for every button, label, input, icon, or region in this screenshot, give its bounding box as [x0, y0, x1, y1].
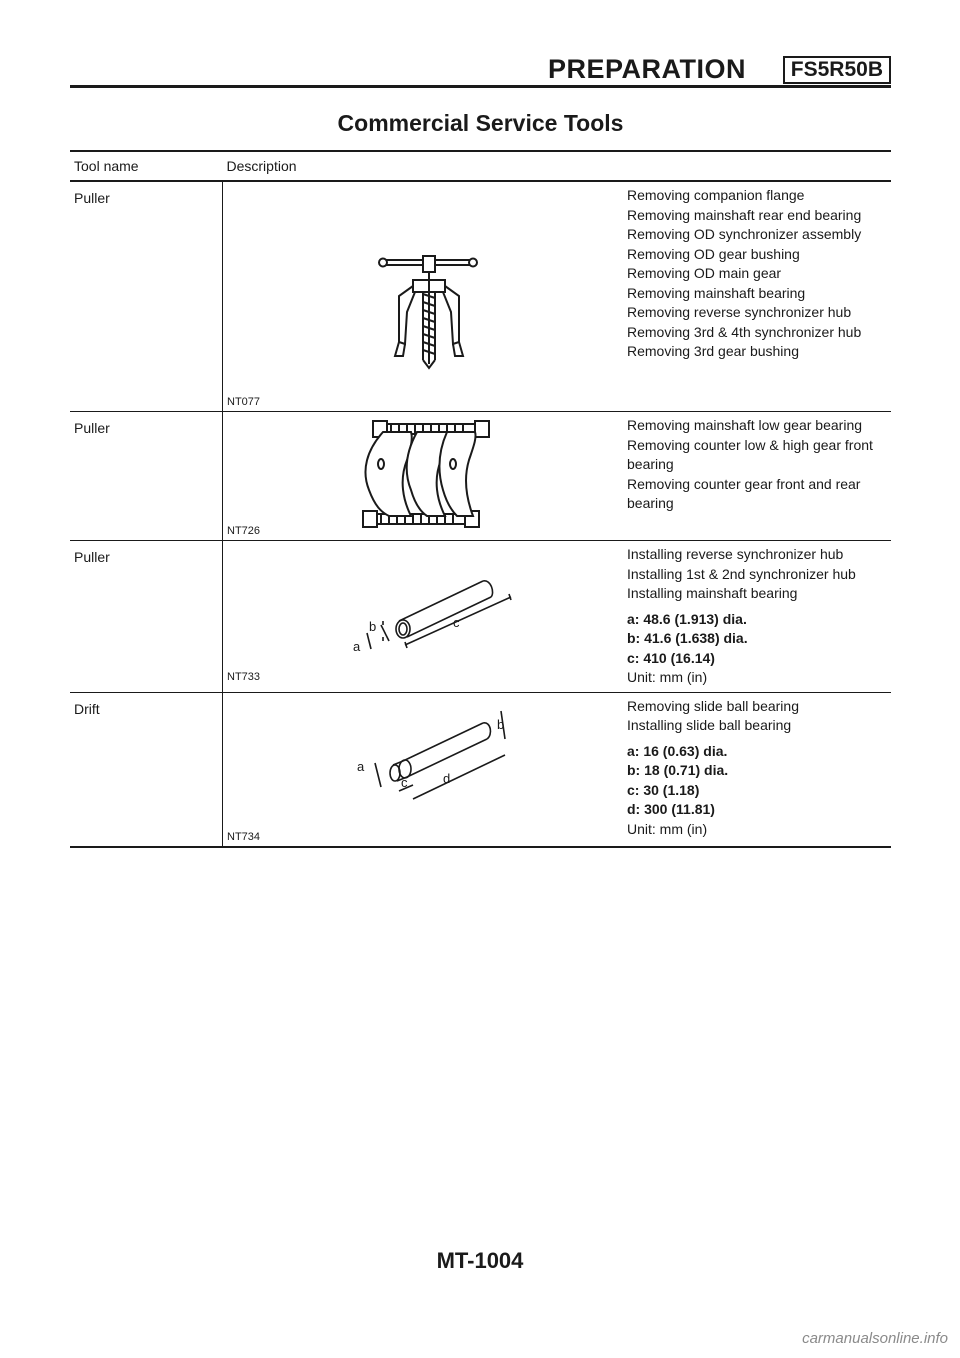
table-row — [70, 692, 891, 847]
image-code: NT733 — [227, 671, 261, 683]
description-cell — [617, 181, 891, 412]
tool-illustration — [223, 541, 617, 686]
dimension-label-b: b — [497, 716, 505, 732]
tool-illustration — [223, 182, 617, 411]
spec-line: c: 30 (1.18) — [627, 781, 700, 798]
page-number: MT-1004 — [436, 1248, 524, 1273]
tool-name: Puller — [74, 190, 110, 206]
column-header-tool-name: Tool name — [70, 151, 223, 181]
dimension-label-a: a — [357, 758, 365, 774]
bearing-splitter-icon — [341, 420, 521, 535]
dimension-label-d: d — [443, 770, 451, 786]
tool-name-cell — [70, 412, 223, 541]
tool-image-cell — [223, 181, 618, 412]
description-line: Removing OD synchronizer assembly — [627, 226, 862, 242]
description-cell — [617, 541, 891, 693]
tool-image-cell — [223, 541, 618, 693]
dimension-label-a: a — [353, 639, 361, 654]
tool-image-cell — [223, 412, 618, 541]
description-line: Removing OD gear bushing — [627, 245, 800, 262]
table-row — [70, 541, 891, 693]
description-line: Removing 3rd & 4th synchronizer hub — [627, 323, 862, 340]
tool-name-cell — [70, 692, 223, 847]
unit-line: Unit: mm (in) — [627, 669, 708, 685]
column-header-description: Description — [223, 151, 892, 181]
spec-line: d: 300 (11.81) — [627, 801, 715, 817]
tool-illustration — [223, 412, 617, 540]
two-jaw-puller-icon — [373, 252, 513, 392]
table-header-row — [70, 151, 891, 181]
page-header — [70, 52, 891, 86]
dimension-label-c: c — [453, 615, 460, 630]
tool-name: Drift — [74, 700, 100, 717]
description-line: bearing — [627, 495, 674, 511]
description-line: Removing counter low & high gear front — [627, 436, 873, 453]
header-rule — [70, 85, 891, 88]
tool-name: Puller — [74, 549, 110, 565]
tool-name-cell — [70, 541, 223, 693]
description-cell — [617, 412, 891, 541]
image-code: NT734 — [227, 830, 261, 843]
spec-line: b: 41.6 (1.638) dia. — [627, 630, 748, 646]
tool-name-cell — [70, 181, 223, 412]
watermark-text: carmanualsonline.info — [802, 1330, 948, 1347]
description-line: Installing 1st & 2nd synchronizer hub — [627, 565, 856, 582]
section-title: Commercial Service Tools — [337, 110, 624, 136]
description-line: Removing 3rd gear bushing — [627, 343, 799, 359]
image-code: NT077 — [227, 396, 261, 408]
header-title: PREPARATION — [547, 54, 746, 84]
table-row — [70, 412, 891, 541]
spec-line: b: 18 (0.71) dia. — [627, 762, 729, 778]
description-line: Removing slide ball bearing — [627, 697, 799, 714]
description-line: Removing mainshaft low gear bearing — [627, 417, 863, 433]
description-line: bearing — [627, 456, 674, 472]
tool-image-cell — [223, 692, 618, 847]
tool-illustration — [223, 693, 617, 846]
description-line: Removing companion flange — [627, 187, 805, 203]
spec-line: a: 16 (0.63) dia. — [627, 742, 728, 759]
description-line: Installing mainshaft bearing — [627, 585, 798, 601]
dimension-label-c: c — [401, 774, 408, 790]
spec-line: a: 48.6 (1.913) dia. — [627, 610, 747, 627]
description-line: Removing reverse synchronizer hub — [627, 304, 852, 320]
description-line: Removing mainshaft bearing — [627, 284, 806, 301]
image-code: NT726 — [227, 525, 261, 537]
description-line: Removing OD main gear — [627, 265, 782, 281]
spec-line: c: 410 (16.14) — [627, 649, 715, 666]
description-line: Removing counter gear front and rear — [627, 475, 861, 492]
description-line: Installing reverse synchronizer hub — [627, 546, 844, 562]
dimension-label-b: b — [369, 619, 377, 634]
description-cell — [617, 692, 891, 847]
table-row — [70, 181, 891, 412]
description-line: Installing slide ball bearing — [627, 717, 792, 733]
description-line: Removing mainshaft rear end bearing — [627, 206, 862, 223]
header-code-box: FS5R50B — [783, 56, 891, 84]
tool-name: Puller — [74, 420, 110, 436]
drift-tool-icon — [323, 707, 523, 822]
unit-line: Unit: mm (in) — [627, 820, 708, 837]
tools-table — [70, 150, 891, 848]
pipe-tool-icon — [323, 569, 523, 669]
